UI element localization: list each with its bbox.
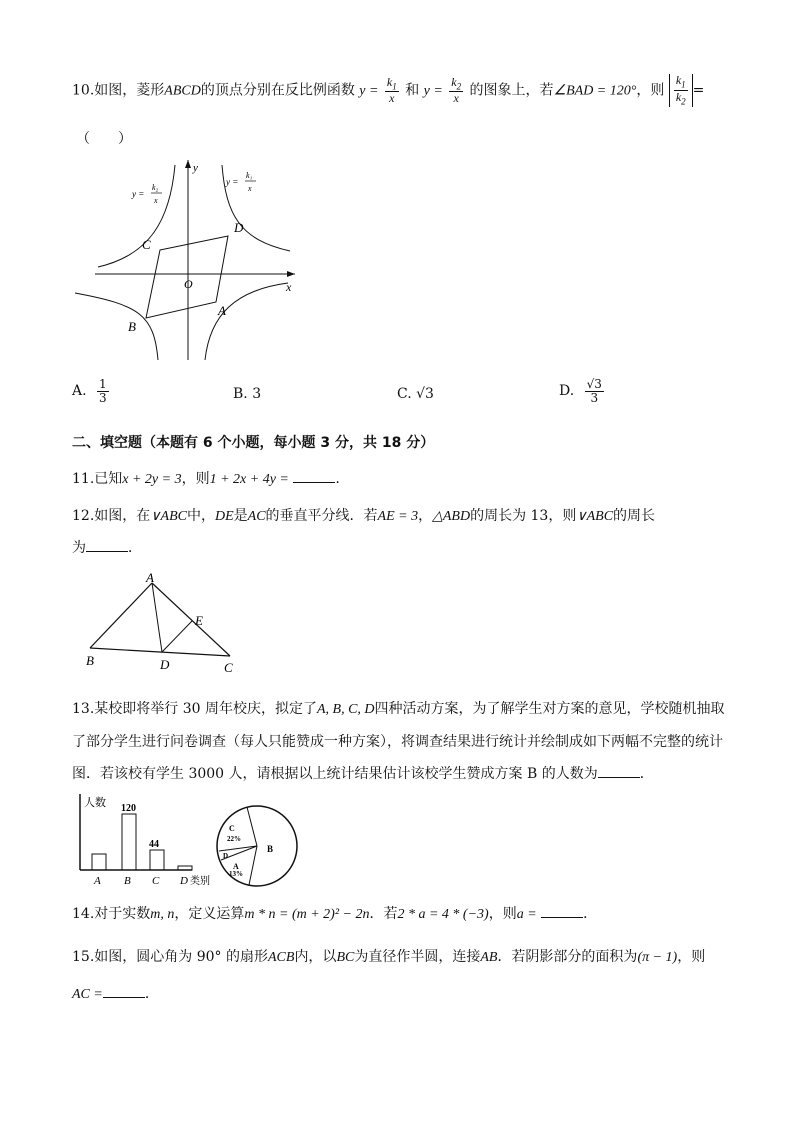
option-b[interactable]: B. 3 [233, 386, 262, 402]
bar-b-value: 120 [121, 803, 136, 814]
option-a[interactable]: A. $\frac{1}{3}$ [72, 377, 107, 405]
q15-answer-blank[interactable] [103, 985, 145, 998]
fraction-k1-x: $\frac{k_1}{x}$ [386, 74, 397, 106]
q12-point-d: D [160, 657, 170, 672]
y-axis-label: y [193, 162, 198, 174]
q15-line2: AC = ． [72, 986, 159, 1002]
q12-answer-blank[interactable] [86, 539, 128, 552]
svg-text:k₁: k₁ [246, 171, 253, 180]
bar-cat-d: D [180, 875, 188, 887]
svg-text:y =: y = [226, 177, 239, 187]
bar-cat-a: A [94, 875, 101, 887]
q11-answer-blank[interactable] [293, 470, 335, 483]
x-axis-label: x [286, 280, 292, 294]
q10-line1: 10.如图，菱形ABCD的顶点分别在反比例函数 y = $\frac{k_1}{x}$ 和 y = $\frac{k_2}{x}$ 的图象上，若∠BAD = 120°，则 $\frac{k_1}{k_2}$ = [72, 73, 705, 107]
q13-answer-blank[interactable] [598, 765, 640, 778]
q15-line1: 15.如图，圆心角为 90° 的扇形ACB内，以BC为直径作半圆，连接AB．若阴影部分的面积为(π − 1)，则 [72, 949, 706, 965]
q13-line1: 13.某校即将举行 30 周年校庆，拟定了A, B, C, D四种活动方案，为了解学生对方案的意见，学校随机抽取 [72, 701, 725, 717]
q14: 14.对于实数m, n，定义运算m * n = (m + 2)² − 2n．若2 * a = 4 * (−3)，则a = ． [72, 906, 598, 922]
bar-xlabel: 类别 [190, 876, 210, 887]
q10-figure [70, 155, 305, 365]
q14-answer-blank[interactable] [541, 905, 583, 918]
bar-b [122, 814, 136, 870]
pie-d-label: D [223, 852, 229, 860]
q13-pie-chart [213, 796, 303, 890]
q13-line2: 了部分学生进行问卷调查（每人只能赞成一种方案），将调查结果进行统计并绘制成如下两幅不完整的统计 [72, 734, 723, 750]
q13-bar-chart [74, 792, 214, 890]
bar-a [92, 854, 106, 870]
svg-text:x: x [248, 184, 252, 193]
point-b-label: B [128, 319, 136, 334]
point-a-label: A [218, 303, 226, 318]
bar-c-value: 44 [149, 839, 159, 850]
q12-point-e: E [195, 613, 203, 628]
bar-cat-c: C [152, 875, 160, 887]
option-d[interactable]: D. $\frac{√3}{3}$ [559, 377, 602, 405]
pie-a-label: A [233, 862, 239, 871]
fraction-k2-x: $\frac{k_2}{x}$ [451, 74, 462, 106]
option-c[interactable]: C. √3 [397, 386, 434, 402]
point-c-label: C [142, 237, 151, 252]
svg-text:x: x [154, 196, 158, 205]
point-d-label: D [234, 220, 244, 235]
q12-line1: 12.如图，在∨ABC中，DE是AC的垂直平分线．若AE = 3，△ABD的周长为 13，则∨ABC的周长 [72, 508, 656, 524]
q10-answer-paren: （ ） [76, 131, 132, 147]
q12-point-c: C [224, 660, 233, 675]
q13-line3: 图．若该校有学生 3000 人，请根据以上统计结果估计该校学生赞成方案 B 的人数为 ． [72, 766, 654, 782]
q11: 11.已知x + 2y = 3，则1 + 2x + 4y = . [72, 471, 340, 487]
pie-b-label: B [267, 844, 274, 854]
q12-figure [82, 568, 242, 676]
q12-point-b: B [86, 653, 94, 668]
pie-c-label: C [229, 824, 235, 833]
bar-c [150, 850, 164, 870]
q12-line2: 为 ． [72, 540, 142, 556]
section-heading: 二、填空题（本题有 6 个小题，每小题 3 分，共 18 分） [72, 435, 435, 451]
svg-text:k₂: k₂ [152, 183, 159, 192]
pie-c-pct: 22% [227, 835, 241, 843]
pie-a-pct: 13% [229, 870, 243, 878]
origin-label: O [184, 277, 193, 291]
bar-cat-b: B [124, 875, 131, 887]
q12-point-a: A [146, 570, 154, 585]
svg-text:y =: y = [132, 189, 145, 199]
bar-ylabel: 人数 [84, 797, 106, 809]
abs-ratio: $\frac{k_1}{k_2}$ [669, 74, 693, 107]
